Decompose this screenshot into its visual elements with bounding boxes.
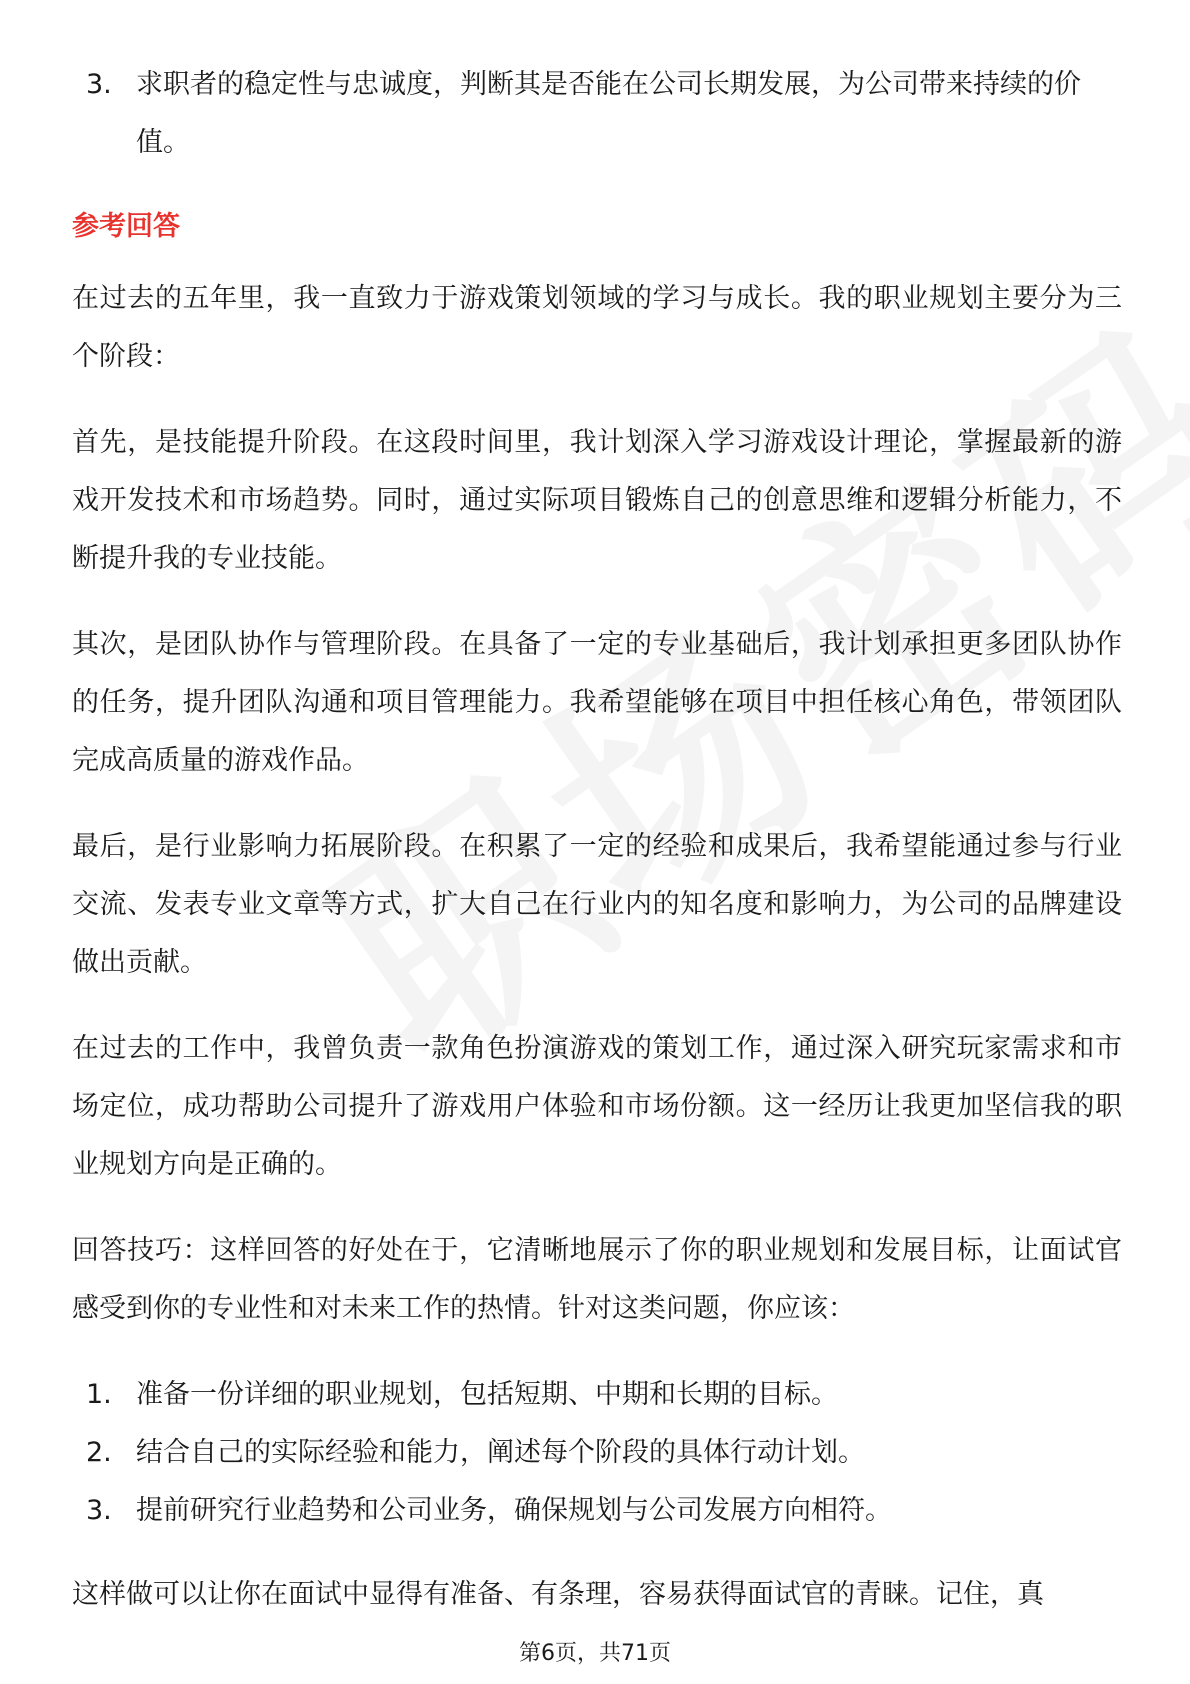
paragraph-stage-3: 最后，是行业影响力拓展阶段。在积累了一定的经验和成果后，我希望能通过参与行业交流、发表专业文章等方式，扩大自己在行业内的知名度和影响力，为公司的品牌建设做出贡献。: [72, 831, 1122, 978]
tips-list: [72, 1366, 1122, 1540]
list-number: 3.: [86, 69, 112, 100]
list-item: [72, 56, 1122, 172]
list-text: 结合自己的实际经验和能力，阐述每个阶段的具体行动计划。: [136, 1437, 865, 1468]
section-heading: 参考回答: [72, 211, 180, 242]
list-text: 提前研究行业趋势和公司业务，确保规划与公司发展方向相符。: [136, 1495, 892, 1526]
list-item: [72, 1366, 1122, 1424]
paragraph-stage-2: 其次，是团队协作与管理阶段。在具备了一定的专业基础后，我计划承担更多团队协作的任务，提升团队沟通和项目管理能力。我希望能够在项目中担任核心角色，带领团队完成高质量的游戏作品。: [72, 629, 1122, 776]
list-item: [72, 1482, 1122, 1540]
paragraph-tips: 回答技巧：这样回答的好处在于，它清晰地展示了你的职业规划和发展目标，让面试官感受到你的专业性和对未来工作的热情。针对这类问题，你应该：: [72, 1235, 1122, 1324]
list-text: 求职者的稳定性与忠诚度，判断其是否能在公司长期发展，为公司带来持续的价值。: [136, 69, 1081, 158]
list-number: 3.: [86, 1495, 112, 1526]
paragraph-intro: 在过去的五年里，我一直致力于游戏策划领域的学习与成长。我的职业规划主要分为三个阶段：: [72, 283, 1122, 372]
paragraph-experience: 在过去的工作中，我曾负责一款角色扮演游戏的策划工作，通过深入研究玩家需求和市场定位，成功帮助公司提升了游戏用户体验和市场份额。这一经历让我更加坚信我的职业规划方向是正确的。: [72, 1033, 1122, 1180]
list-item: [72, 1424, 1122, 1482]
page-footer: 第6页，共71页: [519, 1641, 671, 1666]
list-number: 2.: [86, 1437, 112, 1468]
paragraph-stage-1: 首先，是技能提升阶段。在这段时间里，我计划深入学习游戏设计理论，掌握最新的游戏开发技术和市场趋势。同时，通过实际项目锻炼自己的创意思维和逻辑分析能力，不断提升我的专业技能。: [72, 427, 1122, 574]
paragraph-closing: 这样做可以让你在面试中显得有准备、有条理，容易获得面试官的青睐。记住，真: [72, 1579, 1044, 1610]
page-content: [72, 56, 1122, 1652]
top-list: [72, 56, 1122, 172]
list-number: 1.: [86, 1379, 112, 1410]
list-text: 准备一份详细的职业规划，包括短期、中期和长期的目标。: [136, 1379, 838, 1410]
